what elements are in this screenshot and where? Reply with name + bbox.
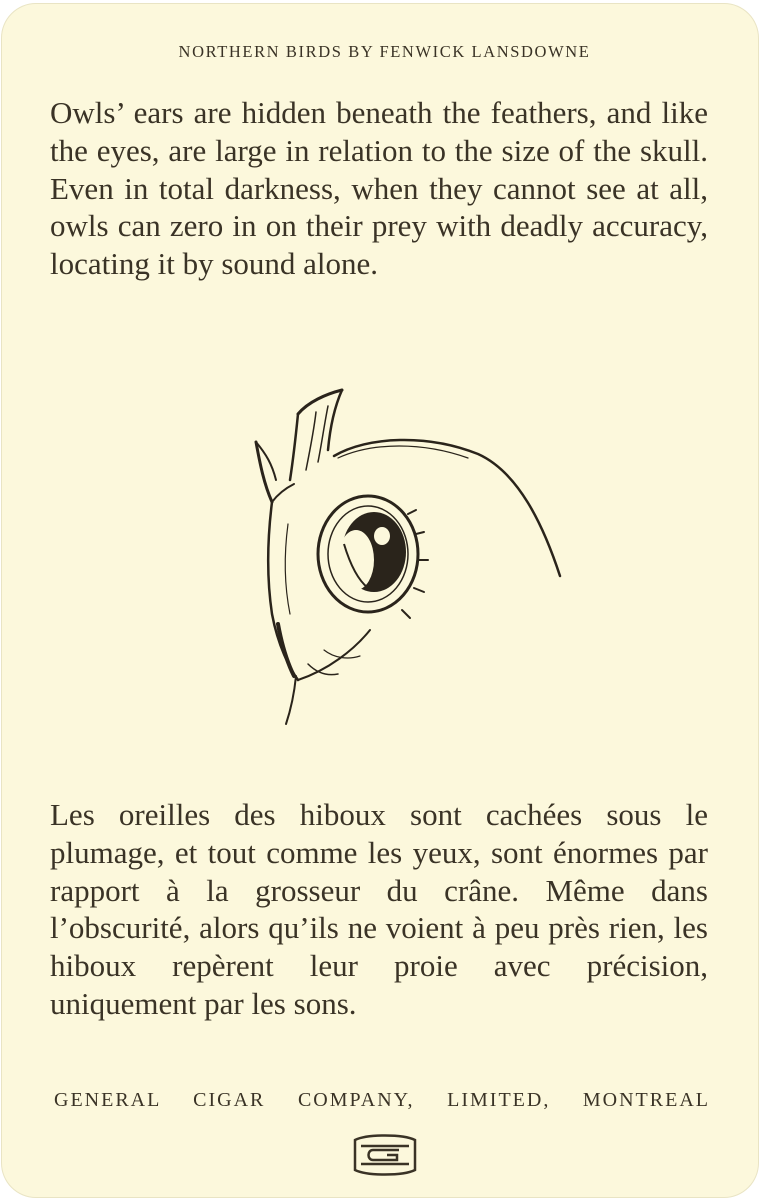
general-cigar-logo-icon — [347, 1132, 423, 1178]
series-title: NORTHERN BIRDS BY FENWICK LANSDOWNE — [178, 42, 591, 61]
trading-card — [2, 4, 758, 1197]
company-name: GENERAL CIGAR COMPANY, LIMITED, MONTREAL — [54, 1089, 710, 1111]
owl-head-illustration — [238, 384, 578, 729]
english-description: Owls’ ears are hidden beneath the feathers, and like the eyes, are large in relation to the size of the skull. Even in total darkness, when they cannot see at all, owls can zero in on their prey with deadly accuracy, locating it by sound alone. — [50, 95, 708, 282]
french-description: Les oreilles des hiboux sont cachées sous le plumage, et tout comme les yeux, sont énormes par rapport à la grosseur du crâne. Même dans l’obscurité, alors qu’ils ne voient à peu près rien, les hiboux repèrent leur proie avec précision, uniquement par les sons. — [50, 797, 708, 1021]
